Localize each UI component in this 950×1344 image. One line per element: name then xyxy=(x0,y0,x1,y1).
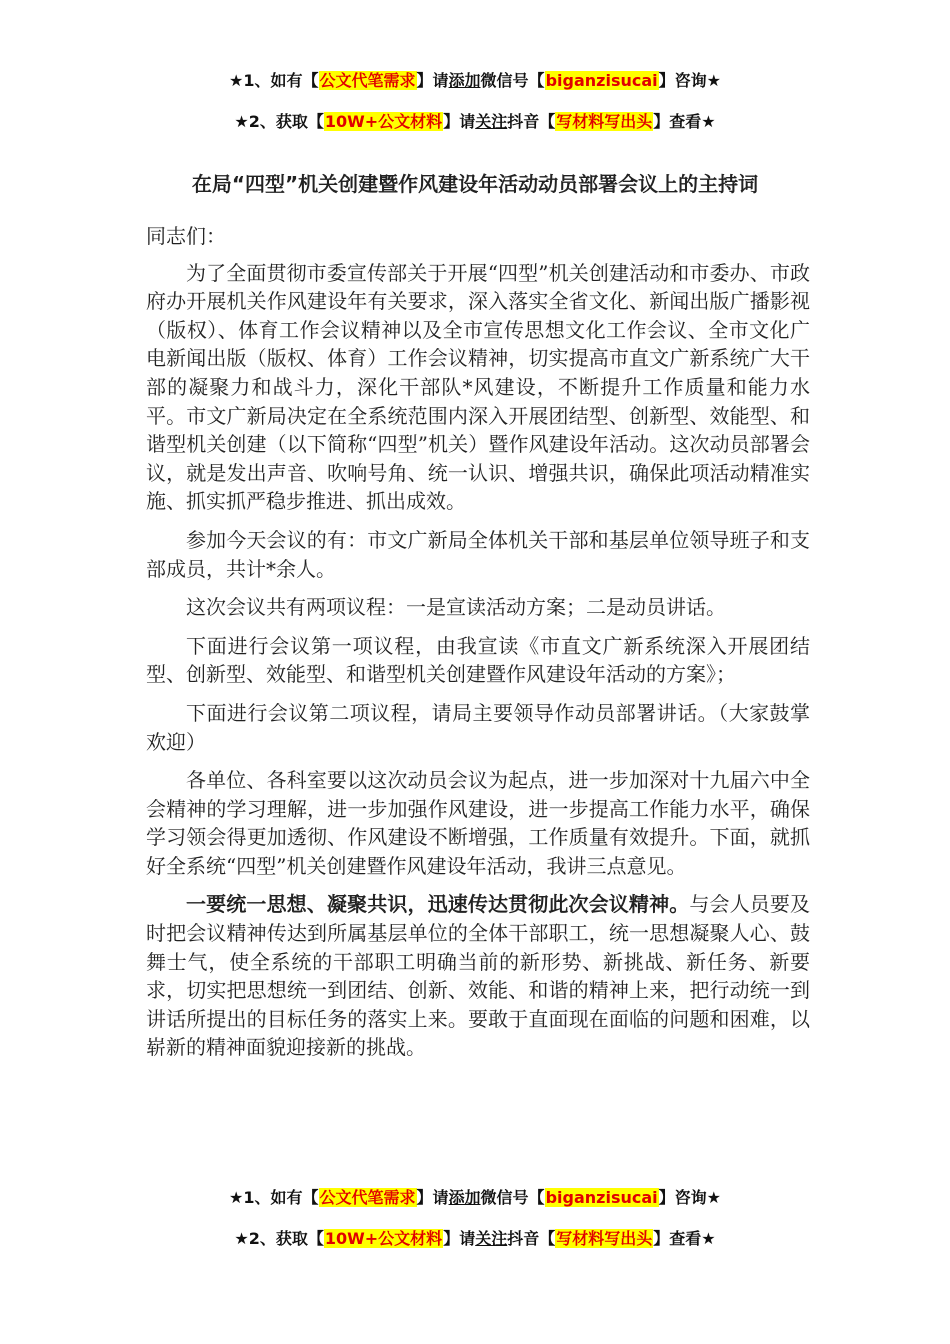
document-title: 在局“四型”机关创建暨作风建设年活动动员部署会议上的主持词 xyxy=(191,172,759,196)
paragraph: 参加今天会议的有：市文广新局全体机关干部和基层单位领导班子和支部成员，共计*余人。 xyxy=(146,527,810,581)
promo-text: 】请 xyxy=(416,1188,449,1207)
paragraph: 这次会议共有两项议程：一是宣读活动方案；二是动员讲话。 xyxy=(186,595,726,620)
promo-line-1-bottom xyxy=(0,1187,950,1209)
promo-text: 抖音【 xyxy=(507,112,556,131)
promo-text: 】请 xyxy=(443,1229,476,1248)
promo-highlight: 10W+公文材料 xyxy=(324,1229,443,1248)
promo-text: 】查看★ xyxy=(653,112,716,131)
promo-text: ★1、如有【 xyxy=(229,71,319,90)
promo-text: 】咨询★ xyxy=(658,71,721,90)
promo-text: ★1、如有【 xyxy=(229,1188,319,1207)
promo-douyin-account: 写材料写出头 xyxy=(556,112,653,131)
promo-highlight: 公文代笔需求 xyxy=(319,1188,416,1207)
promo-highlight: 公文代笔需求 xyxy=(319,71,416,90)
promo-underlined-text: 关注 xyxy=(475,112,508,131)
promo-line-2-top xyxy=(0,111,950,133)
promo-line-1-top xyxy=(0,70,950,92)
salutation: 同志们： xyxy=(146,224,226,248)
promo-text: ★2、获取【 xyxy=(234,1229,324,1248)
paragraph: 下面进行会议第一项议程，由我宣读《市直文广新系统深入开展团结型、创新型、效能型、和谐型机关创建暨作风建设年活动的方案》； xyxy=(146,633,810,687)
promo-text: ★2、获取【 xyxy=(234,112,324,131)
paragraph-point-1 xyxy=(146,890,810,1062)
paragraph: 为了全面贯彻市委宣传部关于开展“四型”机关创建活动和市委办、市政府办开展机关作风建设年有关要求，深入落实全省文化、新闻出版广播影视（版权）、体育工作会议精神以及全市宣传思想文化工作会议、全市文化广电新闻出版（版权、体育）工作会议精神，切实提高市直文广新系统广大干部的凝聚力和战斗力，深化干部队*风建设，不断提升工作质量和能力水平。市文广新局决定在全系统范围内深入开展团结型、创新型、效能型、和谐型机关创建（以下简称“四型”机关）暨作风建设年活动。这次动员部署会议，就是发出声音、吹响号角、统一认识、增强共识，确保此项活动精准实施、抓实抓严稳步推进、抓出成效。 xyxy=(146,260,810,514)
paragraph: 各单位、各科室要以这次动员会议为起点，进一步加深对十九届六中全会精神的学习理解，进一步加强作风建设，进一步提高工作能力水平，确保学习领会得更加透彻、作风建设不断增强，工作质量有效提升。下面，就抓好全系统“四型”机关创建暨作风建设年活动，我讲三点意见。 xyxy=(146,768,810,878)
promo-underlined-text: 关注 xyxy=(475,1229,508,1248)
promo-highlight: 10W+公文材料 xyxy=(324,112,443,131)
paragraph: 下面进行会议第二项议程，请局主要领导作动员部署讲话。（大家鼓掌欢迎） xyxy=(146,700,810,754)
point-heading: 一要统一思想、凝聚共识，迅速传达贯彻此次会议精神。 xyxy=(186,892,690,917)
promo-wechat-id: biganzisucai xyxy=(545,71,658,90)
promo-text: 微信号【 xyxy=(480,71,545,90)
promo-underlined-text: 添加 xyxy=(448,71,481,90)
promo-text: 微信号【 xyxy=(480,1188,545,1207)
promo-text: 】请 xyxy=(416,71,449,90)
promo-text: 】咨询★ xyxy=(658,1188,721,1207)
document-body xyxy=(146,222,810,1072)
promo-text: 】查看★ xyxy=(653,1229,716,1248)
point-text: 与会人员要及时把会议精神传达到所属基层单位的全体干部职工，统一思想凝聚人心、鼓舞士气，使全系统的干部职工明确当前的新形势、新挑战、新任务、新要求，切实把思想统一到团结、创新、效能、和谐的精神上来，把行动统一到讲话所提出的目标任务的落实上来。要敢于直面现在面临的问题和困难，以崭新的精神面貌迎接新的挑战。 xyxy=(146,892,811,1060)
promo-wechat-id: biganzisucai xyxy=(545,1188,658,1207)
promo-text: 抖音【 xyxy=(507,1229,556,1248)
promo-line-2-bottom xyxy=(0,1228,950,1250)
promo-text: 】请 xyxy=(443,112,476,131)
promo-underlined-text: 添加 xyxy=(448,1188,481,1207)
promo-douyin-account: 写材料写出头 xyxy=(556,1229,653,1248)
